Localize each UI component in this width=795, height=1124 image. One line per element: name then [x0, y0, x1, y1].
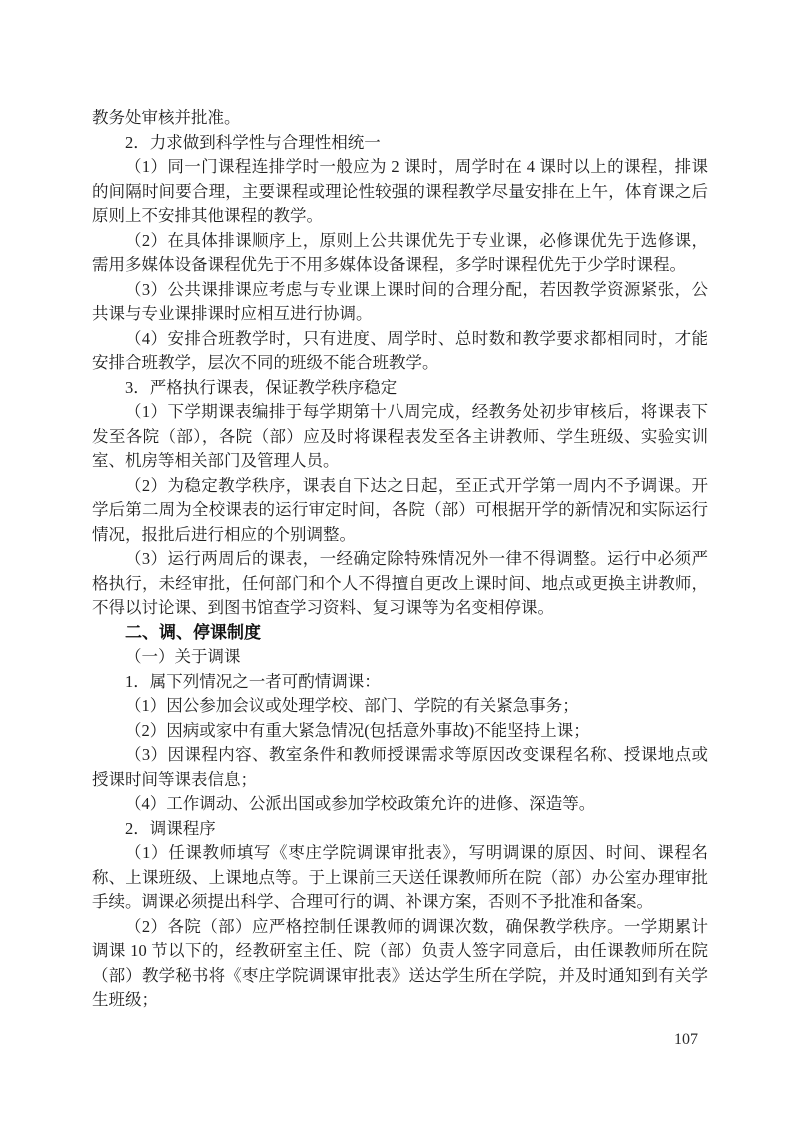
paragraph-adjust-2-2: （2）各院（部）应严格控制任课教师的调课次数，确保教学秩序。一学期累计调课 10 节以下的，经教研室主任、院（部）负责人签字同意后，由任课教师所在院（部）教学秘书将《枣庄学院调课审批表》送达学生所在学院，并及时通知到有关学生班级；: [92, 916, 708, 1009]
paragraph-3-3: （3）运行两周后的课表，一经确定除特殊情况外一律不得调整。运行中必须严格执行，未经审批，任何部门和个人不得擅自更改上课时间、地点或更换主讲教师，不得以讨论课、到图书馆查学习资料、复习课等为名变相停课。: [92, 549, 708, 617]
paragraph-item-2: 2．力求做到科学性与合理性相统一: [125, 132, 381, 152]
paragraph-adjust-1-1: （1）因公参加会议或处理学校、部门、学院的有关紧急事务；: [125, 696, 579, 715]
paragraph-item-3: 3．严格执行课表，保证教学秩序稳定: [125, 377, 398, 397]
paragraph-3-1: （1）下学期课表编排于每学期第十八周完成，经教务处初步审核后，将课表下发至各院（部），各院（部）应及时将课程表发至各主讲教师、学生班级、实验实训室、机房等相关部门及管理人员。: [92, 402, 708, 470]
paragraph-2-1: （1）同一门课程连排学时一般应为 2 课时，周学时在 4 课时以上的课程，排课的间隔时间要合理，主要课程或理论性较强的课程教学尽量安排在上午，体育课之后原则上不安排其他课程的教学。: [92, 157, 708, 225]
paragraph-3-2: （2）为稳定教学秩序，课表自下达之日起，至正式开学第一周内不予调课。开学后第二周为全校课表的运行审定时间，各院（部）可根据开学的新情况和实际运行情况，报批后进行相应的个别调整。: [92, 475, 708, 544]
paragraph-adjust-2: 2．调课程序: [125, 818, 216, 838]
paragraph-continuation: 教务处审核并批准。: [92, 108, 241, 127]
paragraph-adjust-1-4: （4）工作调动、公派出国或参加学校政策允许的进修、深造等。: [125, 794, 596, 813]
document-body: [92, 106, 708, 1013]
paragraph-2-4: （4）安排合班教学时，只有进度、周学时、总时数和教学要求都相同时，才能安排合班教学，层次不同的班级不能合班教学。: [92, 328, 708, 372]
paragraph-adjust-1: 1．属下列情况之一者可酌情调课：: [125, 671, 381, 691]
subsection-heading-about-adjust: （一）关于调课: [125, 647, 241, 666]
page-number: 107: [674, 1031, 698, 1048]
paragraph-2-3: （3）公共课排课应考虑与专业课上课时间的合理分配，若因教学资源紧张，公共课与专业课排课时应相互进行协调。: [92, 279, 708, 323]
section-heading-adjust-suspend: 二、调、停课制度: [125, 622, 261, 642]
paragraph-adjust-1-2: （2）因病或家中有重大紧急情况(包括意外事故)不能坚持上课；: [125, 720, 590, 740]
paragraph-adjust-1-3: （3）因课程内容、教室条件和教师授课需求等原因改变课程名称、授课地点或授课时间等课表信息；: [92, 745, 708, 789]
paragraph-adjust-2-1: （1）任课教师填写《枣庄学院调课审批表》，写明调课的原因、时间、课程名称、上课班级、上课地点等。于上课前三天送任课教师所在院（部）办公室办理审批手续。调课必须提出科学、合理可行的调、补课方案，否则不予批准和备案。: [92, 843, 708, 911]
paragraph-2-2: （2）在具体排课顺序上，原则上公共课优先于专业课，必修课优先于选修课，需用多媒体设备课程优先于不用多媒体设备课程，多学时课程优先于少学时课程。: [92, 230, 708, 274]
